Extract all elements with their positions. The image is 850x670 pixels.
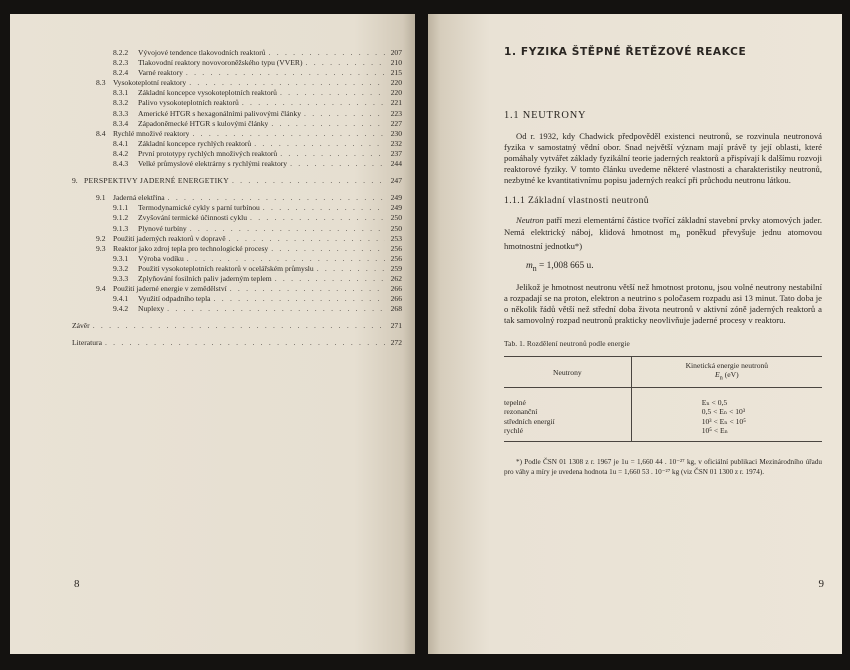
toc-entry-number: 9.1 — [96, 193, 106, 203]
table-row — [504, 387, 822, 407]
toc-entry-title: Výroba vodíku — [138, 253, 184, 263]
toc-entry-page: 232 — [390, 138, 402, 148]
toc-entry-number: 8.4.3 — [113, 159, 129, 169]
table-header-energy — [631, 357, 822, 388]
table-header-neutrons: Neutrony — [504, 357, 631, 388]
table-caption: Tab. 1. Rozdělení neutronů podle energie — [504, 339, 630, 349]
energy-unit: (eV) — [722, 370, 739, 380]
toc-entry — [72, 129, 402, 139]
toc-entry-number: 8.4.1 — [113, 138, 129, 148]
toc-leader-dots — [254, 139, 385, 149]
formula-value: = 1,008 665 u. — [536, 261, 594, 272]
toc-entry-page: 262 — [390, 273, 402, 283]
toc-entry-title: Západoněmecké HTGR s kulovými články — [138, 118, 269, 128]
right-page — [428, 14, 842, 654]
toc-entry-title: První prototypy rychlých množivých reaktorů — [138, 148, 278, 158]
toc-entry-number: 8.2.2 — [113, 48, 129, 57]
toc-entry-page: 215 — [390, 68, 402, 78]
toc-entry — [72, 321, 402, 331]
toc-leader-dots — [269, 48, 385, 58]
toc-leader-dots — [187, 254, 385, 264]
toc-entry — [72, 244, 402, 254]
toc-entry-page: 250 — [390, 213, 402, 223]
toc-entry-page: 220 — [390, 78, 402, 88]
toc-entry-title: Rychlé množivé reaktory — [113, 128, 190, 138]
neutron-category: tepelné — [504, 387, 631, 407]
formula-symbol: m — [526, 261, 533, 272]
toc-entry-number: 9.4.1 — [113, 294, 129, 304]
toc-entry-page: 210 — [390, 58, 402, 68]
toc-entry-number: 9.3.3 — [113, 273, 129, 283]
neutron-category: rezonanční — [504, 407, 631, 416]
toc-entry-page: 223 — [390, 108, 402, 118]
toc-leader-dots — [306, 58, 386, 68]
toc-entry-page: 256 — [390, 253, 402, 263]
toc-entry-title: Literatura — [72, 338, 102, 348]
decay-paragraph: Jelikož je hmotnost neutronu větší než hmotnost protonu, jsou volné neutrony nestabilní a rozpadají se na proton, elektron a neutrino s poločasem rozpadu asi 13 minut. Tato doba je o několik řádů větší než střední doba života neutronů v aktivní zóně jaderných reaktorů a tak samovolný rozpad neutronů prakticky neovlivňuje jaderné procesy v reaktoru. — [504, 281, 822, 326]
neutron-energy-table — [504, 356, 822, 442]
toc-entry-title: Základní koncepce vysokoteplotních reaktorů — [138, 88, 277, 98]
toc-entry — [72, 58, 402, 68]
toc-entry-title: Vývojové tendence tlakovodních reaktorů — [138, 48, 266, 57]
toc-leader-dots — [232, 176, 385, 186]
toc-entry-title: Jaderná elektřina — [113, 193, 165, 203]
toc-entry-number: 9.3.2 — [113, 263, 129, 273]
neutron-category: rychlé — [504, 426, 631, 442]
energy-range: 0,5 < Eₙ < 10³ — [701, 407, 746, 417]
toc-entry-title: Nuplexy — [138, 304, 165, 314]
toc-leader-dots — [167, 304, 385, 314]
toc-entry-page: 256 — [390, 243, 402, 253]
neutron-paragraph — [504, 215, 822, 252]
toc-leader-dots — [290, 159, 385, 169]
toc-entry-page: 247 — [390, 176, 402, 186]
toc-entry-page: 271 — [390, 321, 402, 331]
toc-entry — [72, 48, 402, 58]
toc-entry-number: 8.2.3 — [113, 58, 129, 68]
toc-entry-number: 9.4 — [96, 284, 106, 294]
footnote: *) Podle ČSN 01 1308 z r. 1967 je 1u = 1,660 44 . 10⁻²⁷ kg, v oficiální publikaci Mezinárodního úřadu pro váhy a míry je uvedena hodnota 1u = 1,660 53 . 10⁻²⁷ kg (viz ČSN 01 1300 z r. 1974). — [504, 458, 822, 477]
neutron-text: patří mezi elementární částice tvořící základní stavební prvky atomových jader. Nemá elektrický náboj, klidová hmotnost m — [504, 215, 822, 237]
energy-range: 10³ < Eₙ < 10⁵ — [701, 416, 746, 426]
toc-leader-dots — [280, 149, 385, 159]
toc-entry-number: 9.1.1 — [113, 203, 129, 213]
toc-leader-dots — [271, 119, 385, 129]
toc-leader-dots — [190, 224, 385, 234]
toc-entry-title: Reaktor jako zdroj tepla pro technologické procesy — [113, 243, 269, 253]
section-heading: 1.1 NEUTRONY — [504, 110, 587, 121]
energy-range: 10⁵ < Eₙ — [631, 426, 822, 442]
left-page — [10, 14, 415, 654]
neutron-text-tail: poněkud převyšuje jednu atomovou hmotnostní jednotku*) — [504, 226, 822, 252]
toc-entry-page: 253 — [390, 233, 402, 243]
toc-entry-title: Použití jaderné energie v zemědělství — [113, 284, 227, 294]
toc-leader-dots — [263, 203, 385, 213]
toc-entry — [72, 88, 402, 98]
toc-entry — [72, 78, 402, 88]
toc-entry — [72, 68, 402, 78]
toc-entry — [72, 159, 402, 169]
table-header-row — [504, 357, 822, 388]
toc-entry-page: 244 — [390, 159, 402, 169]
toc-entry-page: 266 — [390, 284, 402, 294]
toc-entry-page: 272 — [390, 338, 402, 348]
toc-entry-number: 8.3 — [96, 78, 106, 88]
toc-leader-dots — [280, 88, 385, 98]
subsection-heading: 1.1.1 Základní vlastnosti neutronů — [504, 195, 649, 207]
table-of-contents — [72, 48, 402, 349]
toc-entry — [72, 304, 402, 314]
toc-entry-page: 250 — [390, 223, 402, 233]
left-page-number: 8 — [74, 578, 80, 590]
toc-leader-dots — [242, 98, 385, 108]
toc-leader-dots — [214, 294, 385, 304]
toc-entry-number: 9.1.2 — [113, 213, 129, 223]
table-row — [504, 426, 822, 442]
toc-leader-dots — [192, 129, 385, 139]
neutron-term: Neutron — [516, 215, 544, 226]
toc-entry-number: 8.2.4 — [113, 68, 129, 78]
neutron-category: středních energií — [504, 417, 631, 426]
mass-subscript: n — [676, 231, 681, 240]
toc-entry — [72, 224, 402, 234]
toc-entry-page: 207 — [390, 48, 402, 57]
toc-leader-dots — [250, 213, 385, 223]
toc-entry-title: Tlakovodní reaktory novovoroněžského typu (VVER) — [138, 58, 303, 68]
toc-entry — [72, 274, 402, 284]
toc-entry — [72, 338, 402, 348]
toc-leader-dots — [317, 264, 385, 274]
toc-entry-title: Plynové turbíny — [138, 223, 187, 233]
toc-entry-page: 266 — [390, 294, 402, 304]
chapter-heading: 1. FYZIKA ŠTĚPNÉ ŘETĚZOVÉ REAKCE — [504, 46, 747, 58]
toc-entry-title: Varné reaktory — [138, 68, 183, 78]
page-content — [504, 46, 822, 485]
toc-entry — [72, 234, 402, 244]
toc-entry — [72, 139, 402, 149]
energy-range: Eₙ < 0,5 — [701, 397, 728, 407]
toc-entry-page: 237 — [390, 148, 402, 158]
toc-entry — [72, 284, 402, 294]
toc-entry — [72, 193, 402, 203]
toc-entry — [72, 264, 402, 274]
right-page-number: 9 — [818, 578, 824, 590]
toc-entry-title: Závěr — [72, 321, 90, 331]
toc-entry-title: PERSPEKTIVY JADERNÉ ENERGETIKY — [84, 176, 229, 186]
toc-entry-page: 249 — [390, 203, 402, 213]
toc-entry — [72, 254, 402, 264]
toc-leader-dots — [105, 338, 385, 348]
table-row — [504, 417, 822, 426]
toc-entry-title: Využití odpadního tepla — [138, 294, 211, 304]
toc-entry-page: 249 — [390, 193, 402, 203]
toc-leader-dots — [304, 109, 385, 119]
toc-entry-page: 230 — [390, 128, 402, 138]
energy-symbol: E — [715, 370, 720, 380]
toc-entry-number: 9.4.2 — [113, 304, 129, 314]
toc-entry — [72, 203, 402, 213]
formula-subscript: n — [532, 263, 537, 273]
toc-entry-title: Palivo vysokoteplotních reaktorů — [138, 98, 239, 108]
toc-entry — [72, 294, 402, 304]
toc-entry — [72, 149, 402, 159]
toc-entry-title: Zplyňování fosilních paliv jaderným teplem — [138, 273, 272, 283]
toc-leader-dots — [229, 234, 385, 244]
energy-header-text: Kinetická energie neutronů — [685, 361, 769, 371]
toc-entry-number: 8.3.2 — [113, 98, 129, 108]
toc-entry — [72, 109, 402, 119]
toc-leader-dots — [186, 68, 385, 78]
toc-entry-title: Základní koncepce rychlých reaktorů — [138, 138, 252, 148]
toc-entry-number: 9. — [72, 176, 78, 186]
toc-leader-dots — [275, 274, 385, 284]
toc-leader-dots — [93, 321, 385, 331]
mass-formula — [526, 261, 822, 273]
toc-entry-number: 9.1.3 — [113, 223, 129, 233]
toc-leader-dots — [230, 284, 385, 294]
toc-leader-dots — [168, 193, 385, 203]
toc-entry-number: 8.3.3 — [113, 108, 129, 118]
energy-subscript: n — [719, 374, 723, 382]
toc-entry-page: 259 — [390, 263, 402, 273]
toc-entry-number: 8.4.2 — [113, 148, 129, 158]
toc-entry-title: Termodynamické cykly s parní turbínou — [138, 203, 260, 213]
toc-entry-page: 268 — [390, 304, 402, 314]
toc-entry-page: 221 — [390, 98, 402, 108]
toc-entry-title: Velké průmyslové elektrárny s rychlými reaktory — [138, 159, 288, 169]
toc-entry-title: Americké HTGR s hexagonálními palivovými články — [138, 108, 302, 118]
toc-entry-number: 8.3.1 — [113, 88, 129, 98]
toc-entry-page: 220 — [390, 88, 402, 98]
toc-entry-title: Použití jaderných reaktorů v dopravě — [113, 233, 226, 243]
toc-entry-title: Zvyšování termické účinnosti cyklu — [138, 213, 248, 223]
toc-entry-number: 8.4 — [96, 128, 106, 138]
toc-entry-number: 9.2 — [96, 233, 106, 243]
toc-entry — [72, 213, 402, 223]
toc-entry-number: 9.3.1 — [113, 253, 129, 263]
toc-entry-number: 9.3 — [96, 243, 106, 253]
table-row — [504, 407, 822, 416]
toc-entry — [72, 176, 402, 186]
toc-leader-dots — [271, 244, 385, 254]
toc-entry-title: Vysokoteplotní reaktory — [113, 78, 187, 88]
toc-entry-title: Použití vysokoteplotních reaktorů v ocelářském průmyslu — [138, 263, 314, 273]
toc-entry — [72, 119, 402, 129]
toc-entry — [72, 98, 402, 108]
toc-leader-dots — [189, 78, 385, 88]
intro-paragraph: Od r. 1932, kdy Chadwick předpověděl existenci neutronů, se rozvinula neutronová fyzika v samostatný vědní obor. Snad největší význam mají právě ty její oblasti, které pomáhaly vytvářet základy fyzikální teorie jaderných reaktorů a přispívají k dalšímu rozvoji reaktorové fyziky. V tomto článku uvedeme některé vlastnosti a charakteristiky neutronů, nezbytné ke kvantitativnímu popisu jaderných reakcí při průchodu neutronu látkou. — [504, 131, 822, 186]
toc-entry-number: 8.3.4 — [113, 118, 129, 128]
toc-entry-page: 227 — [390, 118, 402, 128]
